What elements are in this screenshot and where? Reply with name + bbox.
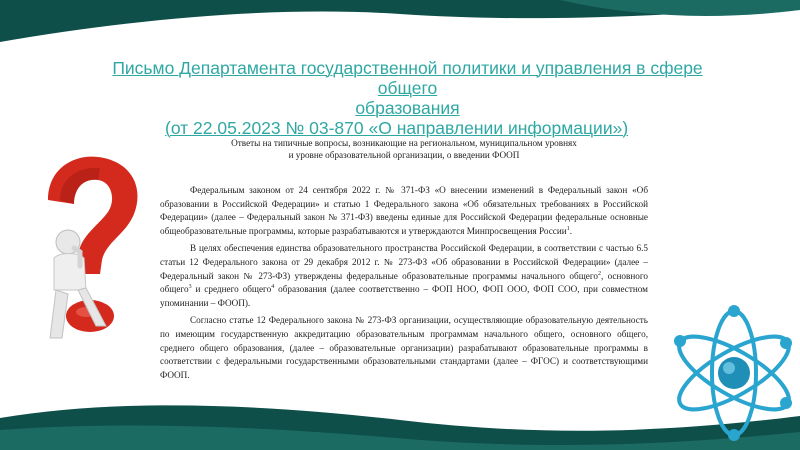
document-heading-line-1: Ответы на типичные вопросы, возникающие на региональном, муниципальном уровнях — [231, 138, 577, 148]
title-line-1: Письмо Департамента государственной политики и управления в сфере общего — [112, 58, 703, 98]
footnote-ref: 3 — [188, 284, 192, 291]
footnote-ref: 2 — [598, 270, 601, 277]
paragraph-2-text-b: , основного общего — [160, 270, 648, 295]
title-line-3: (от 22.05.2023 № 03-870 «О направлении информации») — [165, 118, 629, 138]
footnote-ref: 4 — [271, 284, 275, 291]
paragraph-2-text-d: образования (далее соответственно – ФОП НОО, ФОП ООО, ФОП СОО, при совместном упоминании – ФООП). — [160, 284, 648, 308]
title-line-2: образования — [355, 98, 460, 118]
paragraph-3: Согласно статье 12 Федерального закона № 273-ФЗ организации, осуществляющие образовательную деятельность по имеющим государственную аккредитацию образовательным программам начального общего, основного общего, среднего общего образования, (далее – образовательные организации) разрабатывают образовательные программы в соответствии с федеральными государственными образовательными стандартами (далее – ФГОС) и соответствующими ФООП. — [160, 315, 648, 380]
paragraph-2-text-a: В целях обеспечения единства образовательного пространства Российской Федерации, в соответствии с частью 6.5 статьи 12 Федерального закона от 29 декабря 2012 г. № 273-ФЗ «Об образовании в Российской Федерации» (далее – Федеральный закон № 273-ФЗ) утверждены федеральные образовательные программы начального общего — [160, 243, 648, 281]
document-heading — [160, 138, 648, 161]
paragraph-2-text-c: и среднего общего — [191, 284, 272, 295]
paragraph-2 — [160, 242, 648, 310]
top-wave-decoration — [0, 0, 800, 60]
paragraph-1-text: Федеральным законом от 24 сентября 2022 г. № 371-ФЗ «О внесении изменений в Федеральный закон «Об образовании в Российской Федерации» и статью 1 Федерального закона «Об обязательных требованиях в Российской Федерации» (далее – Федеральный закон № 371-ФЗ) введены единые для Российской Федерации федеральные основные общеобразовательные программы, которые разрабатываются и утверждаются Минпросвещения России — [160, 185, 648, 236]
paragraph-1: Федеральным законом от 24 сентября 2022 г. № 371-ФЗ «О внесении изменений в Федеральный закон «Об образовании в Российской Федерации» и статью 1 Федерального закона «Об обязательных требованиях в Российской Федерации» (далее – Федеральный закон № 371-ФЗ) введены единые для Российской Федерации федеральные основные общеобразовательные программы, которые разрабатываются и утверждаются Минпросвещения России$^1$. — [160, 185, 648, 236]
document-excerpt — [160, 138, 648, 386]
document-heading-line-2: и уровне образовательной организации, о введении ФООП — [288, 149, 520, 160]
footnote-ref: 1 — [566, 225, 570, 232]
atom-icon — [660, 295, 800, 450]
question-mark-illustration — [20, 148, 150, 348]
slide-title — [95, 58, 720, 138]
